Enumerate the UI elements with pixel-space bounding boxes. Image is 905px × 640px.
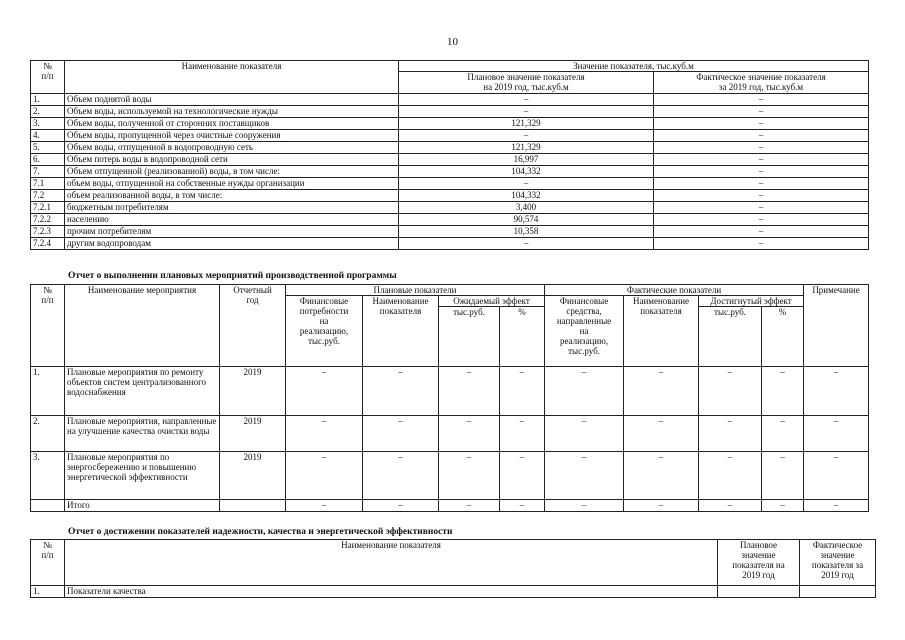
row-fact-pct: – — [762, 367, 804, 416]
row-fact-value: – — [654, 106, 869, 118]
row-fact-value: – — [654, 178, 869, 190]
row-fact-value: – — [654, 142, 869, 154]
table-row — [31, 142, 869, 154]
row-number: 7. — [31, 166, 65, 178]
col-header-note: Примечание — [804, 285, 869, 367]
row-number: 2. — [31, 416, 65, 452]
row-indicator-name: Объем поднятой воды — [65, 94, 399, 106]
row-number: 7.2.2 — [31, 214, 65, 226]
row-number: 7.2.1 — [31, 202, 65, 214]
row-indicator-name: другим водопроводам — [65, 238, 399, 250]
col-header-plan-indicator: Наименование показателя — [363, 296, 439, 367]
table-row — [31, 94, 869, 106]
col-header-fact-rub: тыс.руб. — [699, 307, 762, 367]
row-year: 2019 — [220, 367, 286, 416]
row-fact-value — [800, 586, 876, 598]
total-fact-pct: – — [762, 500, 804, 512]
row-activity-name: Плановые мероприятия по энергосбережению и повышению энергетической эффективности — [65, 452, 220, 500]
row-indicator-name: населению — [65, 214, 399, 226]
col-header-value: Значение показателя, тыс.куб.м — [399, 61, 869, 72]
row-number: 7.2.3 — [31, 226, 65, 238]
row-plan-finance: – — [286, 452, 363, 500]
row-fact-indicator: – — [624, 416, 699, 452]
row-indicator-name: объем воды, отпущенной на собственные нужды организации — [65, 178, 399, 190]
col-header-fact-pct: % — [762, 307, 804, 367]
table-row — [31, 586, 876, 598]
row-indicator-name: бюджетным потребителям — [65, 202, 399, 214]
row-indicator-name: Объем отпущенной (реализованной) воды, в том числе: — [65, 166, 399, 178]
row-indicator-name: прочим потребителям — [65, 226, 399, 238]
row-number: 3. — [31, 118, 65, 130]
row-fact-rub: – — [699, 367, 762, 416]
row-plan-indicator: – — [363, 452, 439, 500]
total-plan-finance: – — [286, 500, 363, 512]
col-header-expected-effect: Ожидаемый эффект — [439, 296, 545, 307]
section-title-reliability: Отчет о достижении показателей надежности, качества и энергетической эффективности — [68, 527, 453, 537]
col-header-fact-indicators: Фактические показатели — [545, 285, 804, 296]
row-fact-rub: – — [699, 416, 762, 452]
col-header-activity-name: Наименование мероприятия — [65, 285, 220, 367]
row-plan-value: – — [399, 106, 654, 118]
row-indicator-name: Объем воды, используемой на технологические нужды — [65, 106, 399, 118]
row-fact-value: – — [654, 214, 869, 226]
row-activity-name: Плановые мероприятия, направленные на улучшение качества очистки воды — [65, 416, 220, 452]
row-plan-rub: – — [439, 452, 500, 500]
row-plan-pct: – — [500, 452, 545, 500]
total-fact-rub: – — [699, 500, 762, 512]
col-header-plan-finance: Финансовые потребности на реализацию, тыс.руб. — [286, 296, 363, 367]
row-number: 1. — [31, 367, 65, 416]
table-row — [31, 202, 869, 214]
col-header-number: № п/п — [31, 540, 65, 586]
row-indicator-name: Объем воды, отпущенной в водопроводную сеть — [65, 142, 399, 154]
row-plan-value: – — [399, 238, 654, 250]
col-header-number: № п/п — [31, 285, 65, 367]
row-fact-pct: – — [762, 452, 804, 500]
row-number: 1. — [31, 94, 65, 106]
row-plan-value: 3,400 — [399, 202, 654, 214]
col-header-plan-indicators: Плановые показатели — [286, 285, 545, 296]
row-plan-value: 104,332 — [399, 190, 654, 202]
col-header-fact-indicator: Наименование показателя — [624, 296, 699, 367]
col-header-plan: Плановое значение показателя на 2019 год, тыс.куб.м — [399, 72, 654, 94]
table-row — [31, 106, 869, 118]
table-row — [31, 226, 869, 238]
row-number: 1. — [31, 586, 65, 598]
table-row — [31, 416, 869, 452]
row-indicator-name: Объем воды, полученной от сторонних поставщиков — [65, 118, 399, 130]
row-year: 2019 — [220, 416, 286, 452]
row-number: 7.2.4 — [31, 238, 65, 250]
row-plan-pct: – — [500, 416, 545, 452]
page-number: 10 — [447, 36, 458, 48]
row-fact-value: – — [654, 190, 869, 202]
reliability-table — [30, 539, 876, 598]
total-year-cell — [220, 500, 286, 512]
row-number: 5. — [31, 142, 65, 154]
row-plan-value: 10,358 — [399, 226, 654, 238]
col-header-number: № п/п — [31, 61, 65, 94]
total-plan-pct: – — [500, 500, 545, 512]
table-row — [31, 190, 869, 202]
table-row — [31, 166, 869, 178]
row-plan-value: – — [399, 94, 654, 106]
table-row — [31, 238, 869, 250]
table-row — [31, 178, 869, 190]
row-fact-value: – — [654, 154, 869, 166]
row-fact-finance: – — [545, 367, 624, 416]
table-row — [31, 130, 869, 142]
total-note: – — [804, 500, 869, 512]
row-plan-value: 90,574 — [399, 214, 654, 226]
row-fact-value: – — [654, 166, 869, 178]
row-number: 3. — [31, 452, 65, 500]
col-header-plan-rub: тыс.руб. — [439, 307, 500, 367]
row-year: 2019 — [220, 452, 286, 500]
total-label: Итого — [65, 500, 220, 512]
row-plan-rub: – — [439, 416, 500, 452]
row-plan-rub: – — [439, 367, 500, 416]
row-number: 4. — [31, 130, 65, 142]
row-plan-value: – — [399, 178, 654, 190]
col-header-achieved-effect: Достигнутый эффект — [699, 296, 804, 307]
table-row — [31, 367, 869, 416]
total-fact-finance: – — [545, 500, 624, 512]
row-plan-finance: – — [286, 416, 363, 452]
row-plan-indicator: – — [363, 367, 439, 416]
table-row — [31, 118, 869, 130]
col-header-fact-finance: Финансовые средства, направленные на реализацию, тыс.руб. — [545, 296, 624, 367]
row-number: 7.2 — [31, 190, 65, 202]
water-volume-table — [30, 60, 869, 250]
row-indicator-name: Объем потерь воды в водопроводной сети — [65, 154, 399, 166]
row-note: – — [804, 416, 869, 452]
row-plan-value: – — [399, 130, 654, 142]
row-plan-value: 121,329 — [399, 118, 654, 130]
row-indicator-name: Показатели качества — [65, 586, 718, 598]
col-header-indicator-name: Наименование показателя — [65, 61, 399, 94]
row-fact-value: – — [654, 94, 869, 106]
row-fact-value: – — [654, 226, 869, 238]
col-header-year: Отчетный год — [220, 285, 286, 367]
row-note: – — [804, 452, 869, 500]
row-fact-finance: – — [545, 416, 624, 452]
row-fact-indicator: – — [624, 452, 699, 500]
col-header-plan-pct: % — [500, 307, 545, 367]
table-row — [31, 154, 869, 166]
total-plan-indicator: – — [363, 500, 439, 512]
col-header-indicator-name: Наименование показателя — [65, 540, 718, 586]
total-fact-indicator: – — [624, 500, 699, 512]
row-plan-value — [718, 586, 800, 598]
row-fact-value: – — [654, 238, 869, 250]
row-plan-finance: – — [286, 367, 363, 416]
row-plan-value: 104,332 — [399, 166, 654, 178]
row-plan-value: 121,329 — [399, 142, 654, 154]
col-header-plan: Плановое значение показателя на 2019 год — [718, 540, 800, 586]
row-fact-value: – — [654, 118, 869, 130]
row-plan-value: 16,997 — [399, 154, 654, 166]
total-plan-rub: – — [439, 500, 500, 512]
row-fact-value: – — [654, 202, 869, 214]
row-fact-pct: – — [762, 416, 804, 452]
row-note: – — [804, 367, 869, 416]
row-plan-pct: – — [500, 367, 545, 416]
row-activity-name: Плановые мероприятия по ремонту объектов систем централизованного водоснабжения — [65, 367, 220, 416]
row-number: 6. — [31, 154, 65, 166]
row-fact-indicator: – — [624, 367, 699, 416]
row-fact-rub: – — [699, 452, 762, 500]
row-indicator-name: Объем воды, пропущенной через очистные сооружения — [65, 130, 399, 142]
total-row — [31, 500, 869, 512]
total-number-cell — [31, 500, 65, 512]
activities-table — [30, 284, 869, 512]
row-number: 2. — [31, 106, 65, 118]
row-number: 7.1 — [31, 178, 65, 190]
table-row — [31, 452, 869, 500]
row-fact-value: – — [654, 130, 869, 142]
section-title-activities: Отчет о выполнении плановых мероприятий производственной программы — [68, 271, 397, 281]
row-fact-finance: – — [545, 452, 624, 500]
row-indicator-name: объем реализованной воды, в том числе: — [65, 190, 399, 202]
col-header-fact: Фактическое значение показателя за 2019 год — [800, 540, 876, 586]
row-plan-indicator: – — [363, 416, 439, 452]
table-row — [31, 214, 869, 226]
col-header-fact: Фактическое значение показателя за 2019 год, тыс.куб.м — [654, 72, 869, 94]
